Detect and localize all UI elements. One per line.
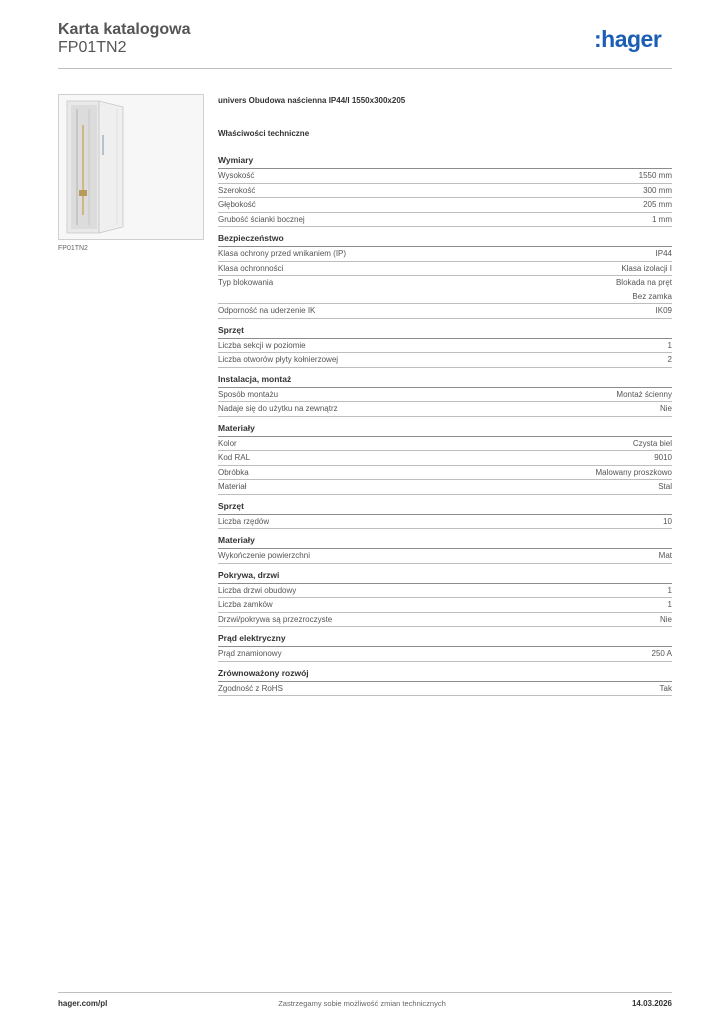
footer-divider (58, 992, 672, 993)
spec-label: Obróbka (218, 467, 249, 477)
spec-row (218, 353, 672, 368)
spec-row (218, 169, 672, 184)
spec-value-line: 10 (663, 516, 672, 526)
section-title: Materiały (218, 535, 672, 549)
spec-value (656, 247, 672, 261)
spec-row (218, 388, 672, 403)
spec-value-line: Bez zamka (632, 291, 672, 301)
footer-disclaimer: Zastrzegamy sobie możliwość zmian technicznych (278, 999, 446, 1008)
spec-value (643, 184, 672, 198)
spec-value-line: Nie (659, 614, 672, 624)
spec-value-line: Tak (659, 683, 672, 693)
spec-label: Liczba sekcji w poziomie (218, 340, 306, 350)
spec-section (218, 374, 672, 417)
spec-label: Klasa ochrony przed wnikaniem (IP) (218, 249, 347, 258)
spec-value (596, 466, 672, 480)
spec-value (639, 169, 672, 183)
spec-value-line: Malowany proszkowo (595, 467, 672, 477)
spec-label: Wysokość (218, 171, 255, 180)
spec-value-line: Czysta biel (632, 438, 672, 448)
spec-label: Głębokość (218, 200, 256, 209)
header-divider (58, 68, 672, 69)
spec-value-line: Mat (658, 551, 672, 560)
spec-value (660, 682, 672, 696)
spec-row (218, 247, 672, 262)
spec-value (668, 339, 672, 353)
spec-value-line: 205 mm (643, 200, 672, 209)
footer-date: 14.03.2026 (631, 999, 672, 1008)
spec-value-line: Montaż ścienny (616, 389, 672, 399)
spec-row (218, 647, 672, 662)
spec-value (616, 276, 672, 303)
spec-value-line: 1 (667, 600, 672, 609)
spec-row (218, 437, 672, 452)
spec-row (218, 262, 672, 277)
spec-row (218, 598, 672, 613)
spec-value (643, 198, 672, 212)
spec-label: Liczba zamków (218, 600, 273, 609)
document-title: Karta katalogowa (58, 21, 191, 38)
section-title: Instalacja, montaż (218, 374, 672, 388)
spec-row (218, 402, 672, 417)
spec-row (218, 198, 672, 213)
spec-value (654, 451, 672, 465)
spec-label: Prąd znamionowy (218, 649, 282, 658)
spec-row (218, 480, 672, 495)
spec-value (668, 598, 672, 612)
section-title: Wymiary (218, 155, 672, 169)
spec-label: Liczba otworów płyty kołnierzowej (218, 355, 339, 364)
section-title: Bezpieczeństwo (218, 233, 672, 247)
section-title: Pokrywa, drzwi (218, 570, 672, 584)
spec-row (218, 304, 672, 319)
spec-section (218, 535, 672, 564)
spec-value-line: IP44 (655, 249, 672, 258)
spec-value-line: Klasa izolacji I (621, 263, 672, 273)
product-description: univers Obudowa naścienna IP44/I 1550x300x205 (218, 96, 406, 105)
spec-value-line: 1 (667, 340, 672, 350)
spec-sections (218, 155, 672, 696)
spec-label: Szerokość (218, 185, 256, 195)
spec-value-line: 250 A (651, 649, 672, 658)
image-caption: FP01TN2 (58, 245, 88, 252)
spec-row (218, 213, 672, 228)
spec-section (218, 570, 672, 628)
spec-value (660, 402, 672, 416)
spec-value (616, 388, 672, 402)
section-title: Zrównoważony rozwój (218, 668, 672, 682)
spec-label: Kod RAL (218, 453, 251, 462)
spec-row (218, 276, 672, 304)
section-title: Sprzęt (218, 501, 672, 515)
spec-value-line: 1 mm (652, 214, 672, 224)
product-code: FP01TN2 (58, 39, 127, 56)
spec-label: Zgodność z RoHS (218, 683, 283, 693)
spec-row (218, 682, 672, 697)
spec-value-line: Blokada na pręt (615, 278, 672, 287)
spec-row (218, 613, 672, 628)
spec-label: Wykończenie powierzchni (218, 551, 310, 560)
spec-label: Liczba rzędów (218, 516, 270, 526)
spec-label: Kolor (218, 438, 237, 448)
spec-content (218, 96, 672, 696)
spec-label: Drzwi/pokrywa są przezroczyste (218, 614, 333, 624)
spec-section (218, 668, 672, 697)
spec-section (218, 633, 672, 662)
spec-value (656, 304, 672, 318)
spec-label: Odporność na uderzenie IK (218, 306, 316, 315)
spec-value-line: 1550 mm (638, 171, 672, 180)
spec-row (218, 184, 672, 199)
spec-value (663, 515, 672, 529)
spec-row (218, 584, 672, 599)
spec-value-line: Nie (659, 404, 672, 413)
product-image (58, 94, 204, 240)
spec-section (218, 423, 672, 495)
spec-row (218, 515, 672, 530)
spec-value (652, 213, 672, 227)
spec-row (218, 339, 672, 354)
spec-value (652, 647, 672, 661)
spec-row (218, 466, 672, 481)
footer-website-link[interactable]: hager.com/pl (58, 999, 108, 1008)
spec-value-line: 300 mm (643, 185, 672, 195)
section-title: Materiały (218, 423, 672, 437)
spec-label: Liczba drzwi obudowy (218, 585, 297, 595)
section-title: Sprzęt (218, 325, 672, 339)
spec-value (633, 437, 672, 451)
technical-properties-heading: Właściwości techniczne (218, 129, 310, 138)
spec-value-line: 1 (667, 585, 672, 595)
spec-value (660, 613, 672, 627)
spec-value (668, 584, 672, 598)
spec-label: Sposób montażu (218, 389, 279, 399)
spec-value (658, 480, 672, 494)
spec-value-line: IK09 (655, 306, 672, 315)
spec-label: Klasa ochronności (218, 263, 284, 273)
spec-value (659, 549, 672, 563)
spec-value-line: Stal (658, 482, 672, 491)
spec-row (218, 549, 672, 564)
spec-row (218, 451, 672, 466)
spec-label: Nadaje się do użytku na zewnątrz (218, 404, 338, 413)
spec-section (218, 233, 672, 319)
spec-value-line: 9010 (654, 453, 672, 462)
section-title: Prąd elektryczny (218, 633, 672, 647)
spec-value (621, 262, 672, 276)
spec-section (218, 155, 672, 227)
spec-value (668, 353, 672, 367)
spec-value-line: 2 (667, 355, 672, 364)
spec-section (218, 501, 672, 530)
spec-label: Grubość ścianki bocznej (218, 214, 305, 224)
spec-section (218, 325, 672, 368)
spec-label: Typ blokowania (218, 278, 274, 287)
spec-label: Materiał (218, 482, 247, 491)
hager-logo[interactable]: :hager (594, 26, 662, 52)
